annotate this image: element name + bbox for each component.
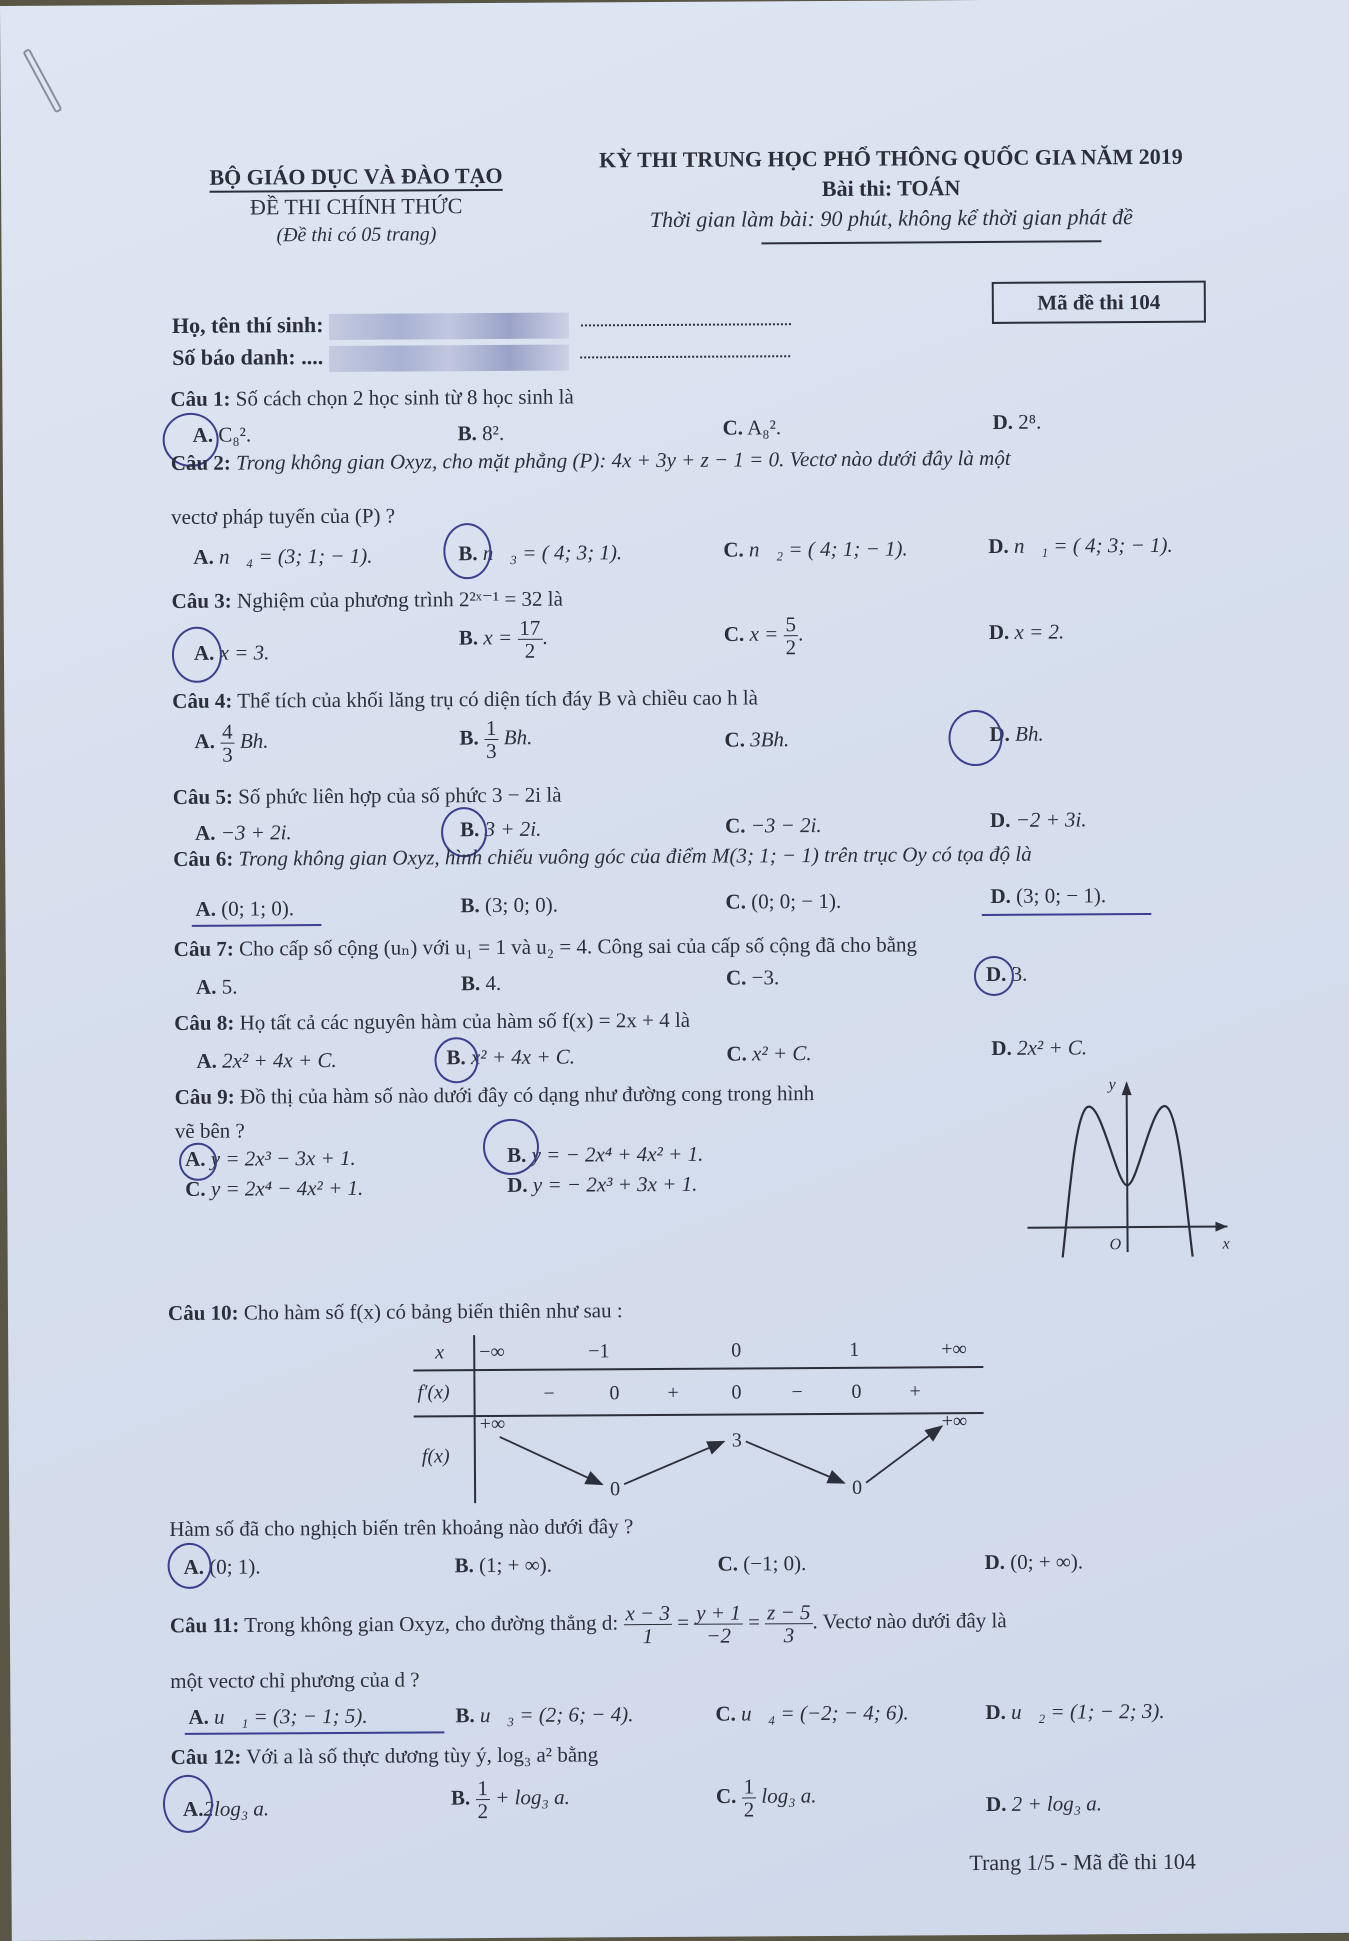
subject: Bài thi: TOÁN	[821, 175, 961, 201]
candidate-id-label: Số báo danh: ....	[172, 344, 324, 370]
header-right	[561, 144, 1222, 246]
question-10: Câu 10: Cho hàm số f(x) có bảng biến thiên như sau :	[167, 1298, 623, 1325]
q1-option-d[interactable]: D. 2⁸.	[992, 409, 1042, 434]
q1-option-c[interactable]: C. A₈².	[722, 415, 782, 440]
variation-arrows	[413, 1332, 984, 1503]
pen-underline-q11a	[185, 1731, 445, 1735]
header-left	[171, 163, 542, 248]
q12-option-c[interactable]: C. $\frac{1}{2}$ log₃ a.	[715, 1774, 817, 1822]
pen-circle-q12	[163, 1775, 213, 1833]
q9-option-c[interactable]: C. y = 2x⁴ − 4x² + 1.	[185, 1175, 364, 1201]
q5-option-d[interactable]: D. −2 + 3i.	[989, 807, 1087, 832]
divider	[761, 240, 1101, 244]
q6-option-c[interactable]: C. (0; 0; − 1).	[725, 888, 842, 914]
name-dotted-line	[581, 323, 791, 326]
exam-code-box: Mã đề thi 104	[992, 281, 1206, 324]
q12-option-b[interactable]: B. $\frac{1}{2}$ + log₃ a.	[450, 1776, 570, 1824]
question-3: Câu 3: Nghiệm của phương trình 2²ˣ⁻¹ = 32 là	[171, 586, 564, 613]
graph-y-label: y	[1108, 1076, 1116, 1094]
question-5: Câu 5: Số phức liên hợp của số phức 3 − 2i là	[172, 782, 562, 809]
pen-cross-q9a	[179, 1143, 217, 1181]
pen-circle-q4	[948, 710, 1002, 766]
exam-title: KỲ THI TRUNG HỌC PHỔ THÔNG QUỐC GIA NĂM 2019	[599, 143, 1183, 173]
q8-option-d[interactable]: D. 2x² + C.	[991, 1035, 1088, 1060]
q3-option-a[interactable]: A. x = 3.	[193, 640, 270, 665]
q7-option-d[interactable]: D. 3.	[985, 961, 1028, 986]
redacted-id	[329, 344, 569, 371]
q1-option-a[interactable]: A. C₈².	[192, 422, 252, 447]
q3-option-d[interactable]: D. x = 2.	[988, 619, 1065, 644]
q2-option-d[interactable]: D. n⃗₁ = ( 4; 3; − 1).	[988, 532, 1173, 558]
variation-table: x f′(x) f(x) −∞ −1 0 1 +∞ − 0 + 0 − 0 + +∞ 0 3 0 +∞	[413, 1332, 984, 1503]
candidate-id-row	[172, 341, 790, 373]
q6-option-b[interactable]: B. (3; 0; 0).	[460, 892, 558, 918]
pen-circle-q7	[974, 956, 1014, 996]
graph-origin-label: O	[1109, 1236, 1122, 1254]
q5-option-a[interactable]: A. −3 + 2i.	[194, 820, 292, 845]
graph-x-label: x	[1222, 1235, 1230, 1253]
q11-option-b[interactable]: B. u⃗₃ = (2; 6; − 4).	[455, 1702, 634, 1728]
q11-option-c[interactable]: C. u⃗₄ = (−2; − 4; 6).	[715, 1700, 909, 1726]
question-10-prompt: Hàm số đã cho nghịch biến trên khoảng nào dưới đây ?	[169, 1514, 634, 1541]
official-label: ĐỀ THI CHÍNH THỨC	[249, 193, 463, 220]
question-1: Câu 1: Số cách chọn 2 học sinh từ 8 học sinh là	[170, 384, 574, 411]
q10-option-b[interactable]: B. (1; + ∞).	[454, 1552, 553, 1578]
q9-option-d[interactable]: D. y = − 2x³ + 3x + 1.	[507, 1171, 698, 1197]
question-2: Câu 2: Trong không gian Oxyz, cho mặt phẳng (P): 4x + 3y + z − 1 = 0. Vectơ nào dưới đây là một	[170, 445, 1011, 475]
question-9-cont: vẽ bên ?	[174, 1118, 245, 1143]
id-dotted-line	[580, 355, 790, 358]
q5-option-c[interactable]: C. −3 − 2i.	[724, 812, 822, 838]
q8-option-b[interactable]: B. x² + 4x + C.	[446, 1044, 576, 1070]
q10-option-c[interactable]: C. (−1; 0).	[717, 1551, 807, 1576]
q3-option-c[interactable]: C. x = $\frac{5}{2}$ .	[723, 612, 804, 660]
pen-circle-q2	[443, 523, 491, 579]
redacted-name	[329, 312, 569, 339]
q9-option-a[interactable]: A. y = 2x³ − 3x + 1.	[184, 1145, 356, 1171]
candidate-name-label: Họ, tên thí sinh:	[171, 312, 324, 338]
question-12: Câu 12: Với a là số thực dương tùy ý, log₃ a² bằng	[170, 1742, 599, 1769]
pages-note: (Đề thi có 05 trang)	[276, 223, 437, 247]
q11-option-a[interactable]: A. u⃗₁ = (3; − 1; 5).	[188, 1703, 368, 1729]
question-11-cont: một vectơ chỉ phương của d ?	[170, 1667, 420, 1693]
q4-option-b[interactable]: B. $\frac{1}{3}$ Bh.	[459, 715, 533, 764]
q7-option-c[interactable]: C. −3.	[725, 965, 780, 990]
q12-option-d[interactable]: D. 2 + log₃ a.	[985, 1791, 1103, 1817]
pen-circle-q10	[167, 1543, 211, 1589]
q8-option-c[interactable]: C. x² + C.	[726, 1041, 812, 1066]
question-4: Câu 4: Thể tích của khối lăng trụ có diện tích đáy B và chiều cao h là	[172, 685, 759, 713]
time-note: Thời gian làm bài: 90 phút, không kể thời gian phát đề	[649, 204, 1133, 233]
pen-underline-q6a	[192, 924, 322, 927]
q10-option-a[interactable]: A. (0; 1).	[183, 1554, 261, 1579]
question-8: Câu 8: Họ tất cả các nguyên hàm của hàm số f(x) = 2x + 4 là	[174, 1007, 691, 1035]
q9-function-graph	[1017, 1076, 1238, 1257]
q4-option-a[interactable]: A. $\frac{4}{3}$ Bh.	[194, 719, 269, 767]
q2-option-b[interactable]: B. n⃗₃ = ( 4; 3; 1).	[458, 540, 623, 566]
pen-circle-q9b	[483, 1119, 539, 1175]
question-11: Câu 11: Trong không gian Oxyz, cho đường thẳng d: $\frac{x - 3}{1}$ = $\frac{y + 1}{-2}$ = $\frac{z - 5}{3}$ . Vectơ nào dưới đây là	[169, 1600, 1007, 1649]
q4-option-c[interactable]: C. 3Bh.	[724, 727, 790, 752]
question-6: Câu 6: Trong không gian Oxyz, hình chiếu vuông góc của điểm M(3; 1; − 1) trên trục Oy có tọa độ là	[173, 841, 1032, 871]
q7-option-a[interactable]: A. 5.	[195, 974, 238, 999]
q6-option-a[interactable]: A. (0; 1; 0).	[195, 896, 295, 921]
staple-mark	[22, 48, 62, 113]
q9-option-b[interactable]: B. y = − 2x⁴ + 4x² + 1.	[506, 1141, 704, 1167]
q11-option-d[interactable]: D. u⃗₂ = (1; − 2; 3).	[985, 1698, 1165, 1725]
pen-circle-q3	[172, 627, 222, 683]
q7-option-b[interactable]: B. 4.	[460, 970, 502, 996]
q2-option-c[interactable]: C. n⃗₂ = ( 4; 1; − 1).	[723, 536, 908, 562]
question-7: Câu 7: Cho cấp số cộng (uₙ) với u₁ = 1 và u₂ = 4. Công sai của cấp số cộng đã cho bằng	[173, 932, 918, 961]
q3-option-b[interactable]: B. x = $\frac{17}{2}$ .	[458, 615, 548, 663]
q10-option-d[interactable]: D. (0; + ∞).	[984, 1549, 1084, 1575]
page-footer: Trang 1/5 - Mã đề thi 104	[969, 1848, 1196, 1876]
q5-option-b[interactable]: B. 3 + 2i.	[459, 816, 542, 842]
q2-option-a[interactable]: A. n⃗₄ = (3; 1; − 1).	[193, 543, 373, 569]
q12-option-a[interactable]: A.2log₃ a.	[182, 1796, 270, 1821]
candidate-name-row	[172, 309, 791, 341]
q4-option-d[interactable]: D. Bh.	[989, 721, 1044, 746]
pen-circle-q8	[434, 1037, 478, 1083]
question-9: Câu 9: Đồ thị của hàm số nào dưới đây có dạng như đường cong trong hình	[174, 1081, 815, 1109]
ministry-name: BỘ GIÁO DỤC VÀ ĐÀO TẠO	[209, 162, 503, 190]
question-2-cont: vectơ pháp tuyến của (P) ?	[171, 503, 396, 529]
pen-underline-q6d	[982, 913, 1152, 916]
q8-option-a[interactable]: A. 2x² + 4x + C.	[196, 1047, 337, 1073]
q1-option-b[interactable]: B. 8².	[457, 420, 505, 446]
q6-option-d[interactable]: D. (3; 0; − 1).	[990, 883, 1107, 908]
